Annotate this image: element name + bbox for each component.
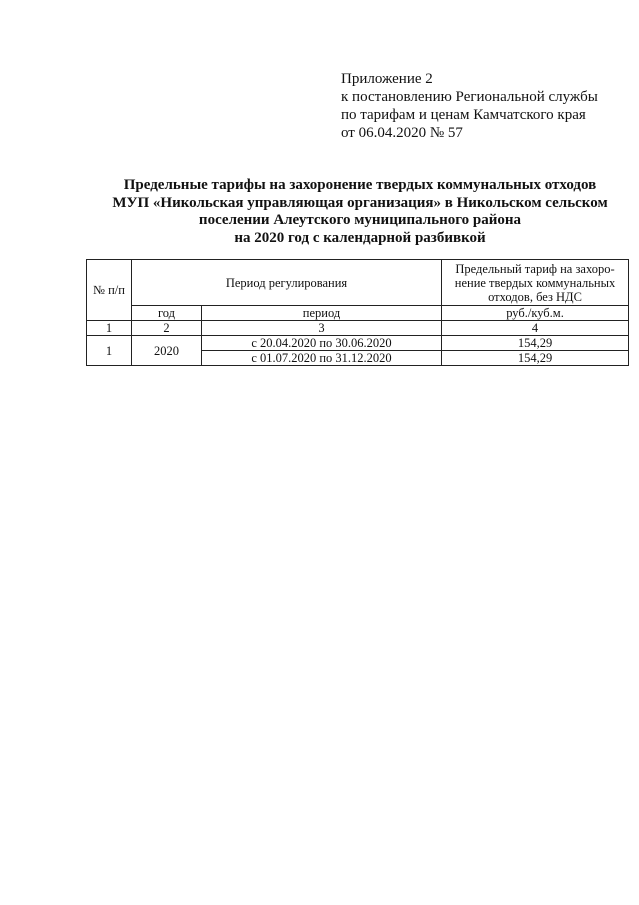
header-period-cell: Период регулирования (132, 260, 442, 306)
column-number-cell: 3 (202, 321, 442, 336)
header-tariff-line: нение твердых коммунальных (454, 275, 616, 290)
column-number-cell: 2 (132, 321, 202, 336)
row-tariff-cell: 154,29 (442, 336, 629, 351)
appendix-line: к постановлению Региональной службы (341, 89, 598, 105)
row-number-cell: 1 (87, 336, 132, 366)
row-period-cell: с 20.04.2020 по 30.06.2020 (202, 336, 442, 351)
title-line: Предельные тарифы на захоронение твердых коммунальных отходов (123, 177, 597, 193)
column-number-row (87, 321, 629, 336)
title-line: МУП «Никольская управляющая организация» в Никольском сельском (112, 194, 608, 211)
row-period-cell: с 01.07.2020 по 31.12.2020 (202, 351, 442, 366)
row-year-cell: 2020 (132, 336, 202, 366)
column-number-cell: 4 (442, 321, 629, 336)
appendix-line: от 06.04.2020 № 57 (341, 125, 463, 141)
subheader-unit-cell: руб./куб.м. (442, 306, 629, 321)
document-title (80, 177, 639, 247)
table-row (87, 336, 629, 351)
header-tariff-line: Предельный тариф на захоро- (455, 261, 615, 276)
header-tariff-cell (442, 260, 629, 306)
subheader-year-cell: год (132, 306, 202, 321)
table-header-row (87, 260, 629, 306)
header-number-cell: № п/п (87, 260, 132, 321)
row-tariff-cell: 154,29 (442, 351, 629, 366)
appendix-line: Приложение 2 (341, 71, 433, 87)
header-tariff-line: отходов, без НДС (488, 289, 582, 304)
title-line: на 2020 год с календарной разбивкой (234, 229, 486, 246)
column-number-cell: 1 (87, 321, 132, 336)
title-line: поселении Алеутского муниципального района (198, 212, 522, 228)
tariff-table (86, 259, 629, 366)
appendix-line: по тарифам и ценам Камчатского края (341, 107, 586, 123)
appendix-note (341, 70, 631, 142)
subheader-period-cell: период (202, 306, 442, 321)
table-subheader-row (87, 306, 629, 321)
